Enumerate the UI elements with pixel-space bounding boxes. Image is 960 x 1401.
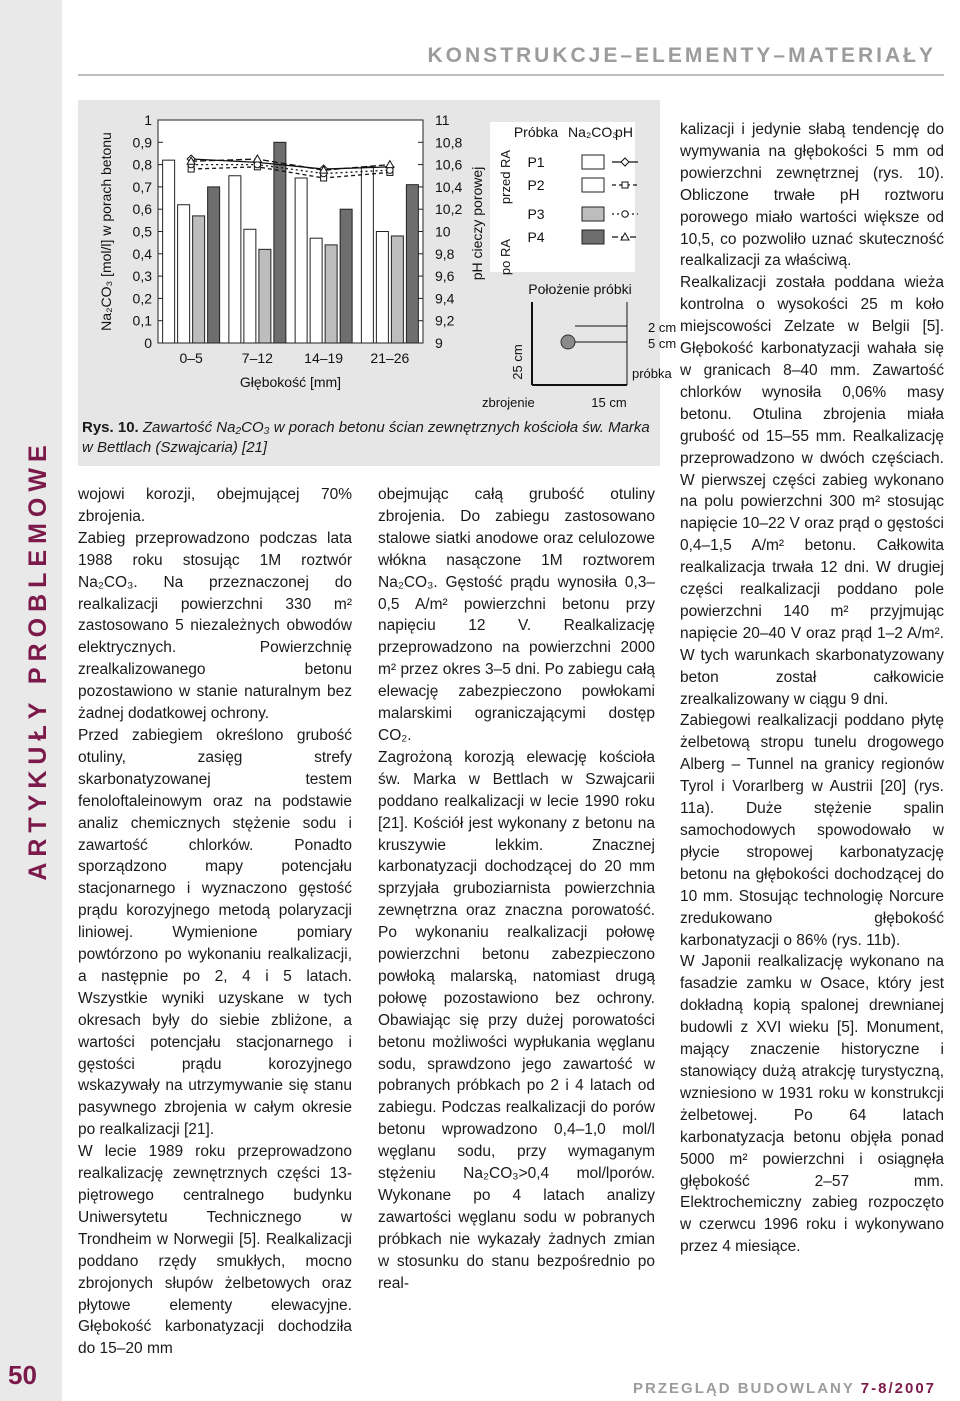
bar-p3 bbox=[325, 245, 337, 343]
figure-caption bbox=[82, 418, 652, 458]
journal-issue: 7-8/2007 bbox=[860, 1380, 936, 1397]
legend-sample-label: P1 bbox=[527, 154, 545, 170]
legend-swatch-p3 bbox=[582, 207, 604, 221]
bar-p2 bbox=[310, 238, 322, 343]
bar-p1 bbox=[229, 176, 241, 343]
paragraph: W Japonii realkalizację wykonano na fasadzie zamku w Osace, który jest dokładną kopią spalonej drewnianej budowli z XVI wieku [5]. Monument, mający znaczenie historyczne i stanowiący dużą atrakcję turystyczną, wzniesiono w 1931 roku w konstrukcji żelbetowej. Po 64 latach karbonatyzacja betonu objęła ponad 5000 m² powierzchni i osiągnęła głębokość 2–57 mm. Elektrochemiczny zabieg rozpoczęto w czerwcu 1996 roku i wykonywano przez 4 miesiące. bbox=[680, 953, 944, 1256]
y2-tick-label: 9,4 bbox=[435, 290, 455, 307]
legend-group-before: przed RA bbox=[498, 149, 513, 205]
legend-marker-p2 bbox=[622, 182, 628, 188]
y2-tick-label: 11 bbox=[435, 112, 450, 128]
caption-text: Zawartość Na₂CO₃ w porach betonu ścian zewnętrznych kościoła św. Marka w Bettlach (Szwajcaria) [21] bbox=[82, 419, 650, 456]
bar-p1 bbox=[361, 167, 373, 343]
bar-p2 bbox=[376, 232, 388, 344]
text-column-1 bbox=[78, 484, 352, 1360]
bar-p2 bbox=[244, 229, 256, 343]
text-column-3 bbox=[680, 119, 944, 1258]
y-tick-label: 0,8 bbox=[132, 156, 152, 173]
legend-sample-label: P4 bbox=[527, 229, 545, 245]
y-tick-label: 0,2 bbox=[132, 290, 152, 307]
bar-p4 bbox=[340, 209, 352, 343]
header-rule bbox=[78, 74, 944, 76]
paragraph: Zabiegowi realkalizacji poddano płytę żelbetową stropu tunelu drogowego Alberg – Tunnel na granicy regionów Tyrol i Vorarlberg w Austrii [20] (rys. 11a). Duże stężenie spalin samochodowych spowodowało w płycie stropowej karbonatyzację betonu na głębokości dochodzącej do 10 mm. Stosując technologię Norcure zredukowano głębokość karbonatyzacji o 86% (rys. 11b). bbox=[680, 712, 944, 949]
y2-tick-label: 9,6 bbox=[435, 268, 455, 285]
y2-tick-label: 10,6 bbox=[435, 156, 463, 173]
chart-figure bbox=[78, 100, 677, 410]
x-tick-label: 21–26 bbox=[370, 350, 410, 366]
y2-tick-label: 9 bbox=[435, 335, 443, 351]
paragraph: kalizacji i jedynie słabą tendencję do wymywania na głębokości 5 mm od powierzchni zewnętrznej (rys. 10). Obliczone trwałe pH roztworu porowego miało wartości większe od 10,5, co pozwoliło uznać skuteczność realkalizacji za właściwą. bbox=[680, 121, 944, 270]
y2-tick-label: 10,8 bbox=[435, 134, 463, 151]
legend-swatch-p1 bbox=[582, 155, 604, 169]
bar-p3 bbox=[259, 249, 271, 343]
sample-core-circle bbox=[561, 335, 575, 349]
y-axis-label: Na₂CO₃ [mol/l] w porach betonu bbox=[98, 132, 114, 331]
journal-name: PRZEGLĄD BUDOWLANY bbox=[633, 1380, 855, 1397]
caption-prefix: Rys. 10. bbox=[82, 419, 139, 436]
x-tick-label: 7–12 bbox=[241, 350, 273, 366]
y2-tick-label: 10 bbox=[435, 223, 451, 240]
dim-15cm-label: 15 cm bbox=[591, 395, 627, 410]
legend-sample-label: P2 bbox=[527, 177, 545, 193]
paragraph: obejmując całą grubość otuliny zbrojenia. Do zabiegu zastosowano stalowe siatki anodowe oraz celulozowe włókna nasączone 1M roztworem Na₂CO₃. Gęstość prądu wynosiła 0,3–0,5 A/m² powierzchni betonu przy napięciu 12 V. Realkalizację przeprowadzono na powierzchni 2000 m² przez okres 3–5 dni. Po zabiegu całą elewację zabezpieczono powłokami malarskimi ograniczającymi dostęp CO₂. bbox=[378, 486, 655, 744]
legend-swatch-p4 bbox=[582, 230, 604, 244]
y-tick-label: 0 bbox=[144, 335, 152, 351]
bar-p4 bbox=[274, 142, 286, 343]
y2-tick-label: 10,4 bbox=[435, 178, 463, 195]
legend-sample-label: P3 bbox=[527, 206, 545, 222]
dim-25cm-label: 25 cm bbox=[510, 344, 525, 380]
paragraph: Przed zabiegiem określono grubość otuliny, zasięg strefy skarbonatyzowanej testem fenoloftaleinowym oraz na podstawie analiz chemicznych stężenie sodu i zawartość chlorków. Ponadto sporządzono mapy potencjału stacjonarnego i wyznaczono gęstość prądu korozyjnego metodą polaryzacji liniowej. Wymienione pomiary powtórzono po wykonaniu realkalizacji, a następnie po 2, 4 i 5 latach. Wszystkie wyniki uzyskane w tych okresach były do siebie zbliżone, a wartości potencjału stacjonarnego i gęstości prądu korozyjnego wskazywały na utrzymywanie się stanu pasywnego zbrojenia w całym okresie po realkalizacji [21]. bbox=[78, 726, 352, 1139]
y-tick-label: 0,6 bbox=[132, 201, 152, 218]
y2-axis-label: pH cieczy porowej bbox=[469, 166, 485, 281]
legend-swatch-p2 bbox=[582, 178, 604, 192]
legend-header-ph: pH bbox=[615, 124, 633, 140]
y2-tick-label: 10,2 bbox=[435, 201, 463, 218]
legend-group-after: po RA bbox=[498, 238, 513, 276]
text-column-2 bbox=[378, 484, 655, 1295]
bar-p3 bbox=[391, 236, 403, 343]
bar-p2 bbox=[178, 205, 190, 343]
section-sidebar bbox=[0, 0, 62, 1401]
paragraph: Zagrożoną korozją elewację kościoła św. Marka w Bettlach w Szwajcarii poddano realkalizacji w lecie 1990 roku [21]. Kościół jest wykonany z betonu na kruszywie lekkim. Znacznej karbonatyzacji dochodzącej do 20 mm sprzyjała gruboziarnista powierzchnia zewnętrzna oraz znaczna porowatość. Po wykonaniu realkalizacji połowę powierzchni betonu zabezpieczono powłoką malarską, natomiast drugą połowę pozostawiono bez ochrony. Obawiając się przy dużej porowatości betonu możliwości wypłukania węglanu sodu, sprawdzono jego zawartość w pobranych próbkach po 2 i 4 latach od zabiegu. Podczas realkalizacji do porów betonu wprowadzono 0,4–1,0 mol/l węglanu sodu, przy wymaganym stężeniu Na₂CO₃>0,4 mol/lporów. Wykonane po 4 latach analizy zawartości węglanu sodu w pobranych próbkach nie wykazały żadnych zmian w stosunku do stanu bezpośrednio po real- bbox=[378, 748, 655, 1292]
y-tick-label: 0,7 bbox=[132, 178, 152, 195]
rebar-label: zbrojenie bbox=[482, 395, 535, 410]
y-tick-label: 0,3 bbox=[132, 268, 152, 285]
x-tick-label: 14–19 bbox=[304, 350, 344, 366]
bar-p3 bbox=[193, 216, 205, 343]
sample-label: próbka bbox=[632, 366, 672, 381]
legend-header-na2co3: Na₂CO₃ bbox=[567, 124, 619, 140]
paragraph: Realkalizacji została poddana wieża kontrolna o wysokości 25 m koło miejscowości Zelzate w Belgii [5]. Głębokość karbonatyzacji wahała się w granicach 8–40 mm. Zawartość chlorków wynosiła 0,06% masy betonu. Otulina zbrojenia miała grubość od 15–55 mm. Realkalizację przeprowadzono w dwóch częściach. W pierwszej części zabieg wykonano na polu powierzchni 300 m² stosując napięcie 10–22 V oraz prąd o gęstości 0,4–1,5 A/m² betonu. Całkowita realkalizacja trwała 12 dni. W drugiej części realkalizacji poddano pole powierzchni 140 m² przyjmując napięcie 20–40 V oraz prąd 1–2 A/m². W tych warunkach skarbonatyzowany beton został całkowicie zrealkalizowany w ciągu 9 dni. bbox=[680, 274, 944, 708]
x-axis-label: Głębokość [mm] bbox=[239, 374, 342, 390]
y-tick-label: 1 bbox=[144, 112, 152, 128]
section-title: ARTYKUŁY PROBLEMOWE bbox=[24, 439, 52, 881]
dim-5cm-label: 5 cm bbox=[648, 336, 677, 351]
bar-p4 bbox=[208, 187, 220, 343]
bar-p4 bbox=[406, 185, 418, 343]
y2-tick-label: 9,8 bbox=[435, 245, 455, 262]
paragraph: Zabieg przeprowadzono podczas lata 1988 roku stosując 1M roztwór Na₂CO₃. Na przeznaczonej do realkalizacji powierzchni 330 m² zastosowano 5 niezależnych obwodów elektrycznych. Powierzchnię zrealkalizowanego betonu pozostawiono w stanie naturalnym bez żadnej dodatkowej ochrony. bbox=[78, 529, 352, 723]
x-tick-label: 0–5 bbox=[179, 350, 203, 366]
paragraph: W lecie 1989 roku przeprowadzono realkalizację zewnętrznych części 13-piętrowego centralnego budynku Uniwersytetu Technicznego w Trondheim w Norwegii [5]. Realkalizacji poddano rzędy smukłych, mocno zbrojonych słupów żelbetowych oraz płytowe elementy elewacyjne. Głębokość karbonatyzacji dochodziła do 15–20 mm bbox=[78, 1143, 352, 1358]
dim-2cm-label: 2 cm bbox=[648, 320, 677, 335]
legend-marker-p3 bbox=[622, 211, 628, 217]
legend-position-title: Położenie próbki bbox=[528, 281, 632, 297]
y-tick-label: 0,9 bbox=[132, 134, 152, 151]
journal-footer bbox=[633, 1380, 936, 1397]
y2-tick-label: 9,2 bbox=[435, 312, 455, 329]
bar-p1 bbox=[295, 178, 307, 343]
y-tick-label: 0,1 bbox=[132, 312, 152, 329]
y-tick-label: 0,5 bbox=[132, 223, 152, 240]
page-number: 50 bbox=[8, 1360, 37, 1390]
legend-header-probka: Próbka bbox=[513, 124, 559, 140]
header-section-label: KONSTRUKCJE–ELEMENTY–MATERIAŁY bbox=[427, 44, 936, 67]
bar-p1 bbox=[163, 160, 175, 343]
paragraph: wojowi korozji, obejmującej 70% zbrojenia. bbox=[78, 486, 352, 525]
y-tick-label: 0,4 bbox=[132, 245, 152, 262]
